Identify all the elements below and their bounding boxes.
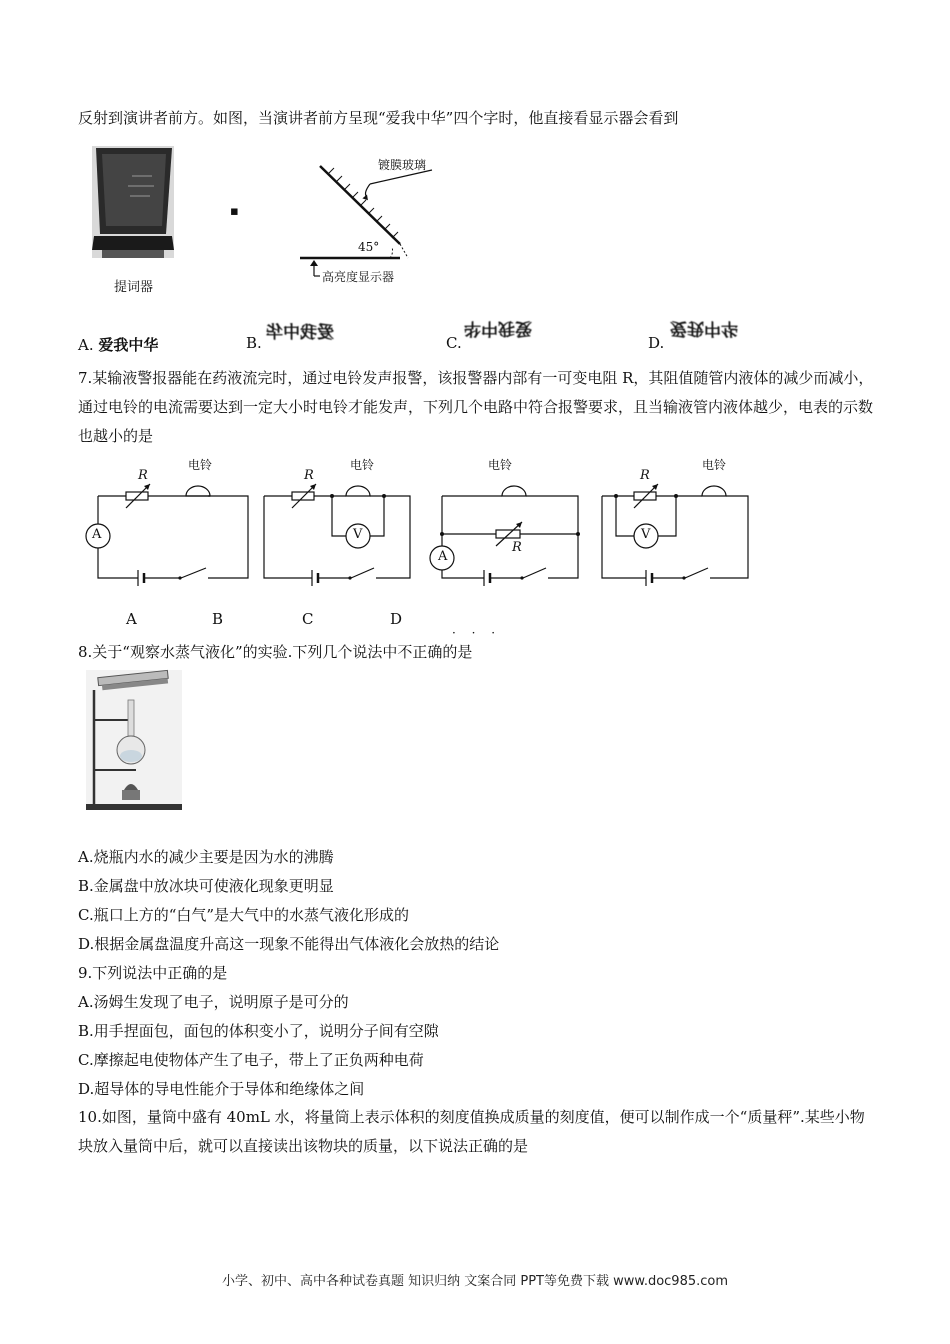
- q9-option-a[interactable]: A.汤姆生发现了电子，说明原子是可分的: [78, 993, 349, 1011]
- q6-option-c[interactable]: [446, 334, 462, 352]
- liquefaction-apparatus-photo: [86, 670, 182, 810]
- q8-stem: 8.关于“观察水蒸气液化”的实验.下列几个说法中不正确的是: [78, 643, 473, 661]
- q9-option-b[interactable]: B.用手捏面包，面包的体积变小了，说明分子间有空隙: [78, 1022, 439, 1040]
- resistor-label: R: [512, 540, 522, 555]
- circuit-c: [430, 454, 590, 584]
- mirrored-text: 爱我中华: [266, 323, 334, 343]
- circuit-label-d: D: [390, 610, 403, 628]
- voltmeter-symbol: V: [641, 527, 651, 542]
- teleprompter-caption: 提词器: [114, 280, 154, 295]
- q8-option-a[interactable]: A.烧瓶内水的减少主要是因为水的沸腾: [78, 848, 334, 866]
- circuit-label-c: C: [302, 610, 314, 628]
- teleprompter-photo: [92, 146, 174, 258]
- option-letter: C.: [446, 334, 462, 352]
- voltmeter-symbol: V: [353, 527, 363, 542]
- resistor-label: R: [138, 468, 148, 483]
- figure-dot: ▪: [230, 204, 239, 219]
- bell-label: 电铃: [350, 458, 375, 472]
- q9-option-c[interactable]: C.摩擦起电使物体产生了电子，带上了正负两种电荷: [78, 1051, 424, 1069]
- mirrored-text: 爱我中华: [464, 318, 532, 338]
- q8-option-d[interactable]: D.根据金属盘温度升高这一现象不能得出气体液化会放热的结论: [78, 935, 500, 953]
- q9-stem: 9.下列说法中正确的是: [78, 964, 228, 982]
- circuit-d: [600, 454, 760, 584]
- display-label: 高亮度显示器: [322, 270, 395, 284]
- bell-label: 电铃: [188, 458, 213, 472]
- q6-option-a[interactable]: [78, 334, 158, 355]
- resistor-label: R: [304, 468, 314, 483]
- option-letter: A.: [78, 336, 94, 354]
- q6-option-c-image: [464, 318, 532, 343]
- ammeter-symbol: A: [438, 549, 448, 564]
- q6-option-b-image: [266, 318, 334, 343]
- option-letter: D.: [648, 334, 665, 352]
- circuit-b: [262, 454, 422, 584]
- q8-option-b[interactable]: B.金属盘中放冰块可使液化现象更明显: [78, 877, 334, 895]
- q6-option-b[interactable]: [246, 334, 262, 352]
- q6-option-d[interactable]: [648, 334, 664, 352]
- option-letter: B.: [246, 334, 262, 352]
- page-footer: 小学、初中、高中各种试卷真题 知识归纳 文案合同 PPT等免费下载 www.doc985.com: [221, 1274, 729, 1289]
- resistor-label: R: [640, 468, 650, 483]
- q6-option-d-image: [670, 318, 738, 343]
- q8-option-c[interactable]: C.瓶口上方的“白气”是大气中的水蒸气液化形成的: [78, 906, 410, 924]
- q10-stem: 10.如图，量筒中盛有 40mL 水，将量筒上表示体积的刻度值换成质量的刻度值，便可以制作成一个“质量秤”.某些小物块放入量筒中后，就可以直接读出该物块的质量，以下说法正确的是: [78, 1108, 865, 1155]
- bell-label: 电铃: [488, 458, 513, 472]
- coated-glass-label: 镀膜玻璃: [378, 158, 427, 172]
- mirrored-text: 爱我中华: [670, 318, 738, 338]
- circuit-a: [82, 454, 252, 584]
- q6-intro: 反射到演讲者前方。如图，当演讲者前方呈现“爱我中华”四个字时，他直接看显示器会看到: [78, 109, 679, 127]
- q9-option-d[interactable]: D.超导体的导电性能介于导体和绝缘体之间: [78, 1080, 365, 1098]
- bell-label: 电铃: [702, 458, 727, 472]
- angle-label: 45°: [358, 240, 380, 254]
- ammeter-symbol: A: [92, 527, 102, 542]
- circuit-label-b: B: [212, 610, 224, 628]
- option-text: 爱我中华: [98, 336, 159, 354]
- circuit-label-a: A: [126, 610, 137, 628]
- emphasis-dots: · · ·: [452, 626, 502, 640]
- q7-stem: 7.某输液警报器能在药液流完时，通过电铃发声报警，该报警器内部有一可变电阻 R，其阻值随管内液体的减少而减小，通过电铃的电流需要达到一定大小时电铃才能发声，下列几个电路中符合报警要求，且当输液管内液体越少，电表的示数也越小的是: [78, 369, 874, 445]
